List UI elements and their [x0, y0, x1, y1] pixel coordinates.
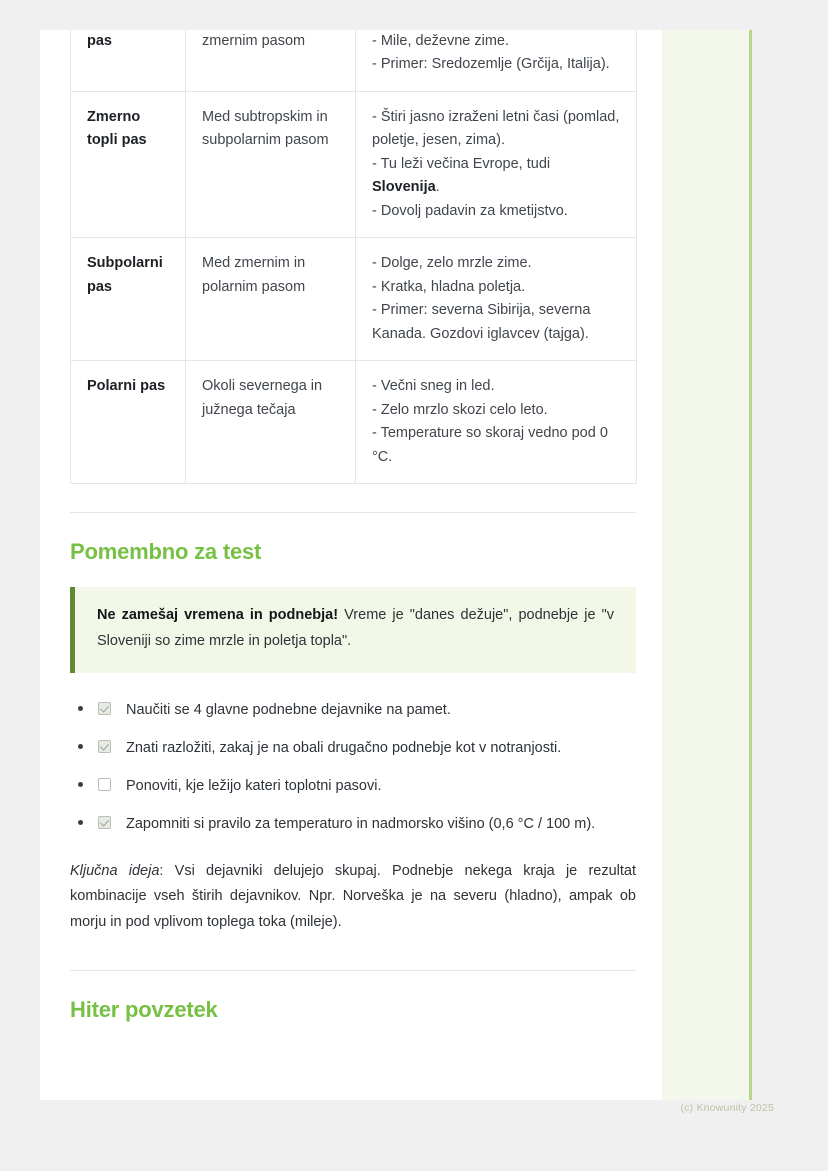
table-cell-details — [356, 238, 637, 361]
detail-line: - Dolge, zelo mrzle zime. — [372, 255, 532, 272]
key-idea-label: Ključna ideja — [70, 862, 160, 879]
detail-line: - Večni sneg in led. — [372, 378, 495, 395]
detail-line: - Kratka, hladna poletja. — [372, 278, 526, 295]
callout-rest: Vreme je "danes dežuje", podnebje je "v Sloveniji so zime mrzle in poletja topla". — [97, 607, 614, 650]
callout-box — [70, 587, 636, 673]
section-heading-summary: Hiter povzetek — [70, 997, 218, 1022]
section-heading-important: Pomembno za test — [70, 539, 262, 565]
table-row — [71, 91, 637, 237]
table-cell-details — [356, 361, 637, 484]
list-item — [70, 775, 636, 798]
bold-term: Slovenija — [372, 179, 436, 196]
list-item — [70, 813, 636, 836]
table-cell-location: zmernim pasom — [186, 30, 356, 91]
detail-line: - Zelo mrzlo skozi celo leto. — [372, 401, 548, 418]
checkbox-icon[interactable] — [98, 816, 111, 829]
climate-zones-table — [70, 30, 637, 484]
checkbox-icon[interactable] — [98, 702, 111, 715]
list-item-label: Znati razložiti, zakaj je na obali drugačno podnebje kot v notranjosti. — [126, 740, 562, 757]
table-cell-details — [356, 91, 637, 237]
table-cell-zone: Polarni pas — [71, 361, 186, 484]
key-idea-text: : Vsi dejavniki delujejo skupaj. Podnebje nekega kraja je rezultat kombinacije vseh štirih dejavnikov. Npr. Norveška je na severu (hladno), ampak ob morju in pod vplivom toplega toka (mileje). — [70, 862, 636, 931]
list-item-label: Naučiti se 4 glavne podnebne dejavnike na pamet. — [126, 701, 451, 718]
document-content — [70, 30, 636, 1023]
list-item — [70, 699, 636, 722]
checkbox-icon[interactable] — [98, 778, 111, 791]
table-row — [71, 238, 637, 361]
callout-bold-lead: Ne zamešaj vremena in podnebja! — [97, 607, 339, 624]
key-idea-paragraph — [70, 859, 636, 936]
table-row — [71, 30, 637, 91]
section-divider — [70, 970, 636, 971]
page-margin-strip — [662, 30, 752, 1100]
detail-line: - Štiri jasno izraženi letni časi (pomlad, poletje, jesen, zima). — [372, 108, 620, 149]
table-cell-zone: Zmerno topli pas — [71, 91, 186, 237]
detail-line: - Dovolj padavin za kmetijstvo. — [372, 202, 568, 219]
list-item-label: Zapomniti si pravilo za temperaturo in nadmorsko višino (0,6 °C / 100 m). — [126, 816, 596, 833]
list-item-label: Ponoviti, kje ležijo kateri toplotni pasovi. — [126, 778, 382, 795]
table-cell-details — [356, 30, 637, 91]
bullet-icon — [78, 782, 83, 787]
bullet-icon — [78, 744, 83, 749]
table-cell-zone: Subpolarni pas — [71, 238, 186, 361]
checkbox-icon[interactable] — [98, 740, 111, 753]
detail-line-with-bold: - Tu leži večina Evrope, tudi Slovenija. — [372, 155, 551, 196]
table-cell-zone: pas — [71, 30, 186, 91]
list-item — [70, 737, 636, 760]
bullet-icon — [78, 706, 83, 711]
detail-line: - Primer: Sredozemlje (Grčija, Italija). — [372, 56, 610, 73]
detail-line: - Mile, deževne zime. — [372, 33, 509, 49]
table-cell-location: Okoli severnega in južnega tečaja — [186, 361, 356, 484]
section-divider — [70, 512, 636, 513]
detail-line: - Temperature so skoraj vedno pod 0 °C. — [372, 425, 608, 465]
callout-text — [97, 603, 614, 655]
copyright-footer: (c) Knowunity 2025 — [680, 1102, 774, 1114]
table-cell-location: Med subtropskim in subpolarnim pasom — [186, 91, 356, 237]
table-cell-location: Med zmernim in polarnim pasom — [186, 238, 356, 361]
bullet-icon — [78, 820, 83, 825]
checklist — [70, 699, 636, 837]
table-row — [71, 361, 637, 484]
detail-line: - Primer: severna Sibirija, severna Kanada. Gozdovi iglavcev (tajga). — [372, 302, 591, 342]
